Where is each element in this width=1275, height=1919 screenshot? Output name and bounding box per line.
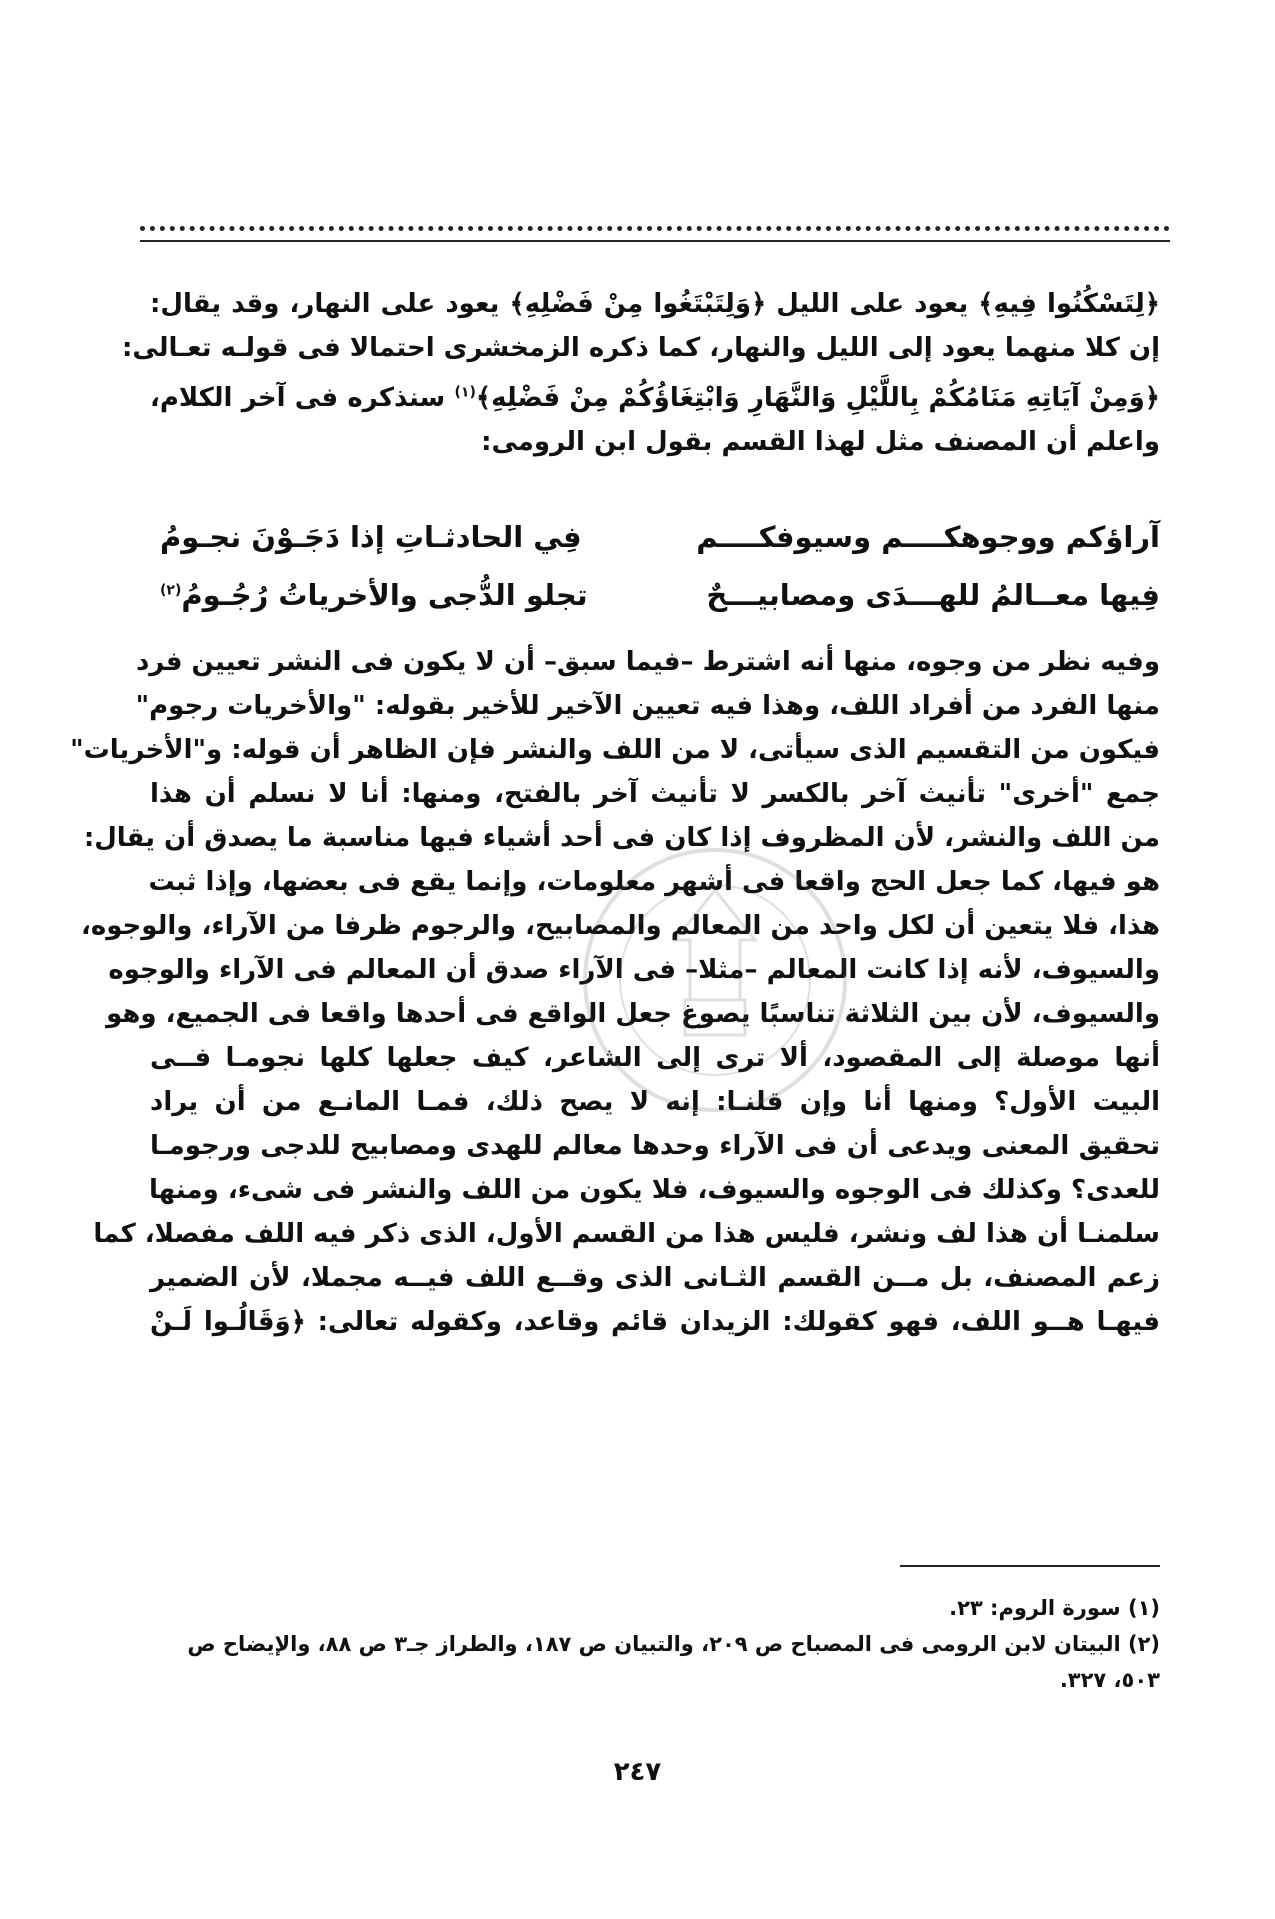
text-line: منها الفرد من أفراد اللف، وهذا فيه تعيين الآخير للأخير بقوله: "والأخريات رجوم": [135, 691, 1160, 721]
text-line: إن كلا منهما يعود إلى الليل والنهار، كما ذكره الزمخشرى احتمالا فى قولـه تعـالى:: [122, 333, 1160, 363]
text-line: وفيه نظر من وجوه، منها أنه اشترط –فيما سبق– أن لا يكون فى النشر تعيين فرد: [135, 647, 1160, 677]
paragraph-intro: [122, 282, 1161, 464]
text-line: والسيوف، لأن بين الثلاثة تناسبًا يصوغ جعل الواقع فى أحدها واقعا فى الجميع، وهو: [106, 999, 1160, 1029]
text-line: البيت الأول؟ ومنها أنا وإن قلنـا: إنه لا يصح ذلك، فمـا المانـع من أن يراد: [150, 1087, 1160, 1117]
text-line: جمع "أخرى" تأنيث آخر بالكسر لا تأنيث آخر بالفتح، ومنها: أنا لا نسلم أن هذا: [150, 779, 1160, 809]
library-seal-watermark: [565, 830, 865, 1130]
footnote-2: (٢) البيتان لابن الرومى فى المصباح ص ٢٠٩، والتبيان ص ١٨٧، والطراز جـ٣ ص ٨٨، والإيضاح ص: [187, 1632, 1160, 1656]
footnote-1: (١) سورة الروم: ٢٣.: [949, 1596, 1160, 1620]
header-solid-rule: [140, 240, 1170, 242]
text-line: والسيوف، لأنه إذا كانت المعالم –مثلا– فى الآراء صدق أن المعالم فى الآراء والوجوه: [108, 955, 1160, 985]
poem-verse: [150, 578, 1160, 636]
verse-continuation: سنذكره فى آخر الكلام،: [150, 382, 455, 413]
text-line: زعم المصنف، بل مــن القسم الثـانى الذى وقــع اللف فيــه مجملا، لأن الضمير: [150, 1263, 1160, 1293]
text-line: هذا، فلا يتعين أن لكل واحد من المعالم والمصابيح، والرجوم ظرفا من الآراء، والوجوه،: [81, 911, 1160, 941]
header-dotted-rule: [140, 226, 1170, 231]
text-line: من اللف والنشر، لأن المظروف إذا كان فى أحد أشياء فيها مناسبة ما يصدق أن يقال:: [83, 823, 1160, 853]
footnotes: [150, 1590, 1160, 1698]
footnote-separator: [900, 1565, 1160, 1567]
text-line: تحقيق المعنى ويدعى أن فى الآراء وحدها معالم للهدى ومصابيح للدجى ورجومـا: [150, 1131, 1160, 1161]
text-line: فيهـا هــو اللف، فهو كقولك: الزيدان قائم وقاعد، وكقوله تعالى: ﴿وَقَالُـوا لَـنْ: [150, 1307, 1160, 1337]
poem-verse: [150, 520, 1160, 578]
text-line: للعدى؟ وكذلك فى الوجوه والسيوف، فلا يكون من اللف والنشر فى شىء، ومنها: [149, 1175, 1160, 1205]
text-line: أنها موصلة إلى المقصود، ألا ترى إلى الشاعر، كيف جعلها كلها نجومـا فــى: [150, 1043, 1160, 1073]
text-line: سلمنـا أن هذا لف ونشر، فليس هذا من القسم الأول، الذى ذكر فيه اللف مفصلا، كما: [93, 1219, 1160, 1249]
text-line: فيكون من التقسيم الذى سيأتى، لا من اللف والنشر فإن الظاهر أن قوله: و"الأخريات": [70, 735, 1160, 765]
poem-first-hemistich: فِيها معــالمُ للهـــدَى ومصابيـــحٌ: [706, 578, 1160, 612]
poem-verses: [150, 520, 1160, 636]
text-line: واعلم أن المصنف مثل لهذا القسم بقول ابن الرومى:: [481, 426, 1160, 457]
page-number: ٢٤٧: [613, 1757, 662, 1787]
footnote-ref: (٢): [160, 582, 182, 599]
footnote-ref: (١): [454, 384, 476, 400]
poem-verse-text: تجلو الدُّجى والأخرياتُ رُجُـومُ: [181, 578, 588, 612]
text-line: هو فيها، كما جعل الحج واقعا فى أشهر معلومات، وإنما يقع فى بعضها، وإذا ثبت: [148, 867, 1160, 897]
footnote-2-continued: ٥٠٣، ٣٢٧.: [1059, 1668, 1160, 1692]
poem-first-hemistich: آراؤكم ووجوهكــــم وسيوفكــــم: [696, 520, 1160, 554]
verse-quote: ﴿وَمِنْ آيَاتِهِ مَنَامُكُمْ بِاللَّيْلِ وَالنَّهَارِ وَابْتِغَاؤُكُمْ مِنْ فَضْلِهِ﴾: [475, 382, 1161, 413]
text-line-content: [150, 383, 1160, 413]
text-line: [150, 370, 1160, 420]
poem-second-hemistich: فِي الحادثـاتِ إذا دَجَـوْنَ نجـومُ: [160, 520, 582, 554]
poem-second-hemistich: [160, 578, 588, 612]
text-line: ﴿لِتَسْكُنُوا فِيهِ﴾ يعود على الليل ﴿وَلِتَبْتَغُوا مِنْ فَضْلِهِ﴾ يعود على النهار، وقد يقال:: [150, 289, 1160, 319]
